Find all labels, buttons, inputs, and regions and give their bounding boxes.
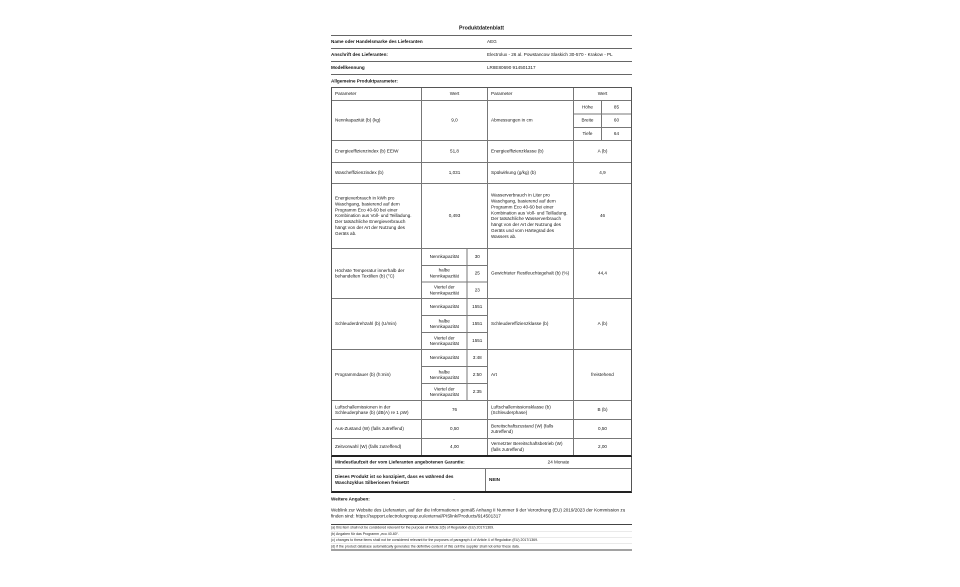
type-label: Art bbox=[488, 350, 574, 400]
general-parameters-heading: Allgemeine Produktparameter: bbox=[331, 78, 398, 84]
eei-label: Energieeffizienzindex (b) EEIW bbox=[332, 141, 422, 162]
row-energy-water-consumption bbox=[332, 184, 631, 249]
row-guarantee bbox=[332, 457, 631, 469]
spin-half-label: halbe Nennkapazität bbox=[422, 316, 468, 332]
supplier-name-label: Name oder Handelsmarke des Lieferanten bbox=[331, 38, 423, 44]
spin-quarter-label: Viertel der Nennkapazität bbox=[422, 333, 468, 349]
dimension-depth-label: Tiefe bbox=[574, 128, 602, 140]
row-additional-info bbox=[331, 493, 632, 505]
noise-value: 76 bbox=[422, 401, 488, 419]
networked-standby-label: Vernetzter Bereitschaftsbetrieb (W) (falls zutreffend) bbox=[488, 439, 574, 455]
table-header-row bbox=[332, 88, 631, 101]
networked-standby-value: 2,00 bbox=[598, 444, 607, 450]
water-consumption-label: Wasserverbrauch in Liter pro Waschgang, basierend auf dem Programm Eco 40-60 bei einer Kombination aus Voll- und Teilladung. Der tatsächliche Wasserverbrauch hängt von der Art der Nutzung des Geräts und vom Härtegrad des Wassers ab. bbox=[488, 184, 574, 248]
header-wert-2: Wert bbox=[597, 91, 608, 97]
footnote-b: (b) Angaben für das Programm „eco 40-60“. bbox=[331, 531, 632, 537]
dimension-height-value: 85 bbox=[613, 104, 620, 110]
duration-rated-label: Nennkapazität bbox=[422, 350, 468, 366]
energy-consumption-value: 0,493 bbox=[422, 184, 488, 248]
model-id-row bbox=[331, 61, 632, 75]
spin-class-label: Schleudereffizienzklasse (b) bbox=[488, 299, 574, 349]
weblink-url[interactable]: https://support.electroluxgroup.eu/external/PISlink/Products/914501317 bbox=[355, 513, 501, 519]
duration-row-half bbox=[422, 367, 487, 384]
row-delay-networked bbox=[332, 439, 631, 455]
dimension-width-label: Breite bbox=[574, 115, 602, 127]
standby-label: Bereitschaftszustand (W) (falls zutreffend) bbox=[488, 420, 574, 438]
dimension-row bbox=[574, 115, 631, 128]
product-datasheet bbox=[331, 24, 632, 550]
spin-rated-label: Nennkapazität bbox=[422, 299, 468, 315]
temperature-subtable bbox=[422, 249, 488, 298]
footnote-c: (c) changes to these items shall not be considered relevant for the purposes of paragraph 4 of Article 4 of Regulation (EU) 2017/1369. bbox=[331, 538, 632, 544]
noise-class-value: B (b) bbox=[597, 407, 608, 413]
capacity-value: 9,0 bbox=[422, 101, 488, 140]
delay-start-label: Zeitvorwahl (W) (falls zutreffend) bbox=[332, 439, 422, 455]
guarantee-table bbox=[331, 457, 632, 493]
duration-rated-value: 3:48 bbox=[472, 355, 482, 361]
wash-index-label: Wascheffizienzindex (b) bbox=[332, 163, 422, 183]
weblink-paragraph bbox=[331, 506, 632, 524]
temperature-half-label: halbe Nennkapazität bbox=[422, 266, 468, 282]
spin-class-value: A (b) bbox=[597, 321, 608, 327]
duration-quarter-label: Viertel der Nennkapazität bbox=[422, 384, 468, 400]
off-mode-label: Aus-Zustand (W) (falls zutreffend) bbox=[332, 420, 422, 438]
temperature-rated-label: Nennkapazität bbox=[422, 249, 468, 265]
spin-speed-subtable bbox=[422, 299, 488, 349]
residual-moisture-value: 44,4 bbox=[598, 270, 607, 276]
row-off-standby bbox=[332, 420, 631, 439]
spin-row-half bbox=[422, 316, 487, 333]
header-parameter-1: Parameter bbox=[332, 88, 422, 100]
duration-subtable bbox=[422, 350, 488, 400]
standby-value: 0,50 bbox=[598, 426, 607, 432]
eei-class-label: Energieeffizienzklasse (b) bbox=[488, 141, 574, 162]
spin-row-quarter bbox=[422, 333, 487, 349]
dimension-height-label: Höhe bbox=[574, 101, 602, 113]
row-programme-duration bbox=[332, 350, 631, 401]
residual-moisture-label: Gewichteter Restfeuchtegehalt (b) (%) bbox=[488, 249, 574, 298]
supplier-address-row bbox=[331, 48, 632, 61]
guarantee-label: Mindestlaufzeit der vom Lieferanten angebotenen Garantie: bbox=[335, 459, 465, 465]
spin-rated-value: 1551 bbox=[472, 304, 483, 310]
header-parameter-2: Parameter bbox=[488, 88, 574, 100]
row-silver-ions bbox=[332, 469, 631, 491]
temperature-quarter-label: Viertel der Nennkapazität bbox=[422, 283, 468, 299]
eei-class-value: A (b) bbox=[597, 148, 608, 154]
eei-value: 51,8 bbox=[422, 141, 488, 162]
dimension-width-value: 60 bbox=[613, 117, 620, 123]
type-value: freistehend bbox=[591, 372, 614, 378]
off-mode-value: 0,50 bbox=[422, 420, 488, 438]
dimensions-label: Abmessungen in cm bbox=[488, 101, 574, 140]
temperature-row-quarter bbox=[422, 283, 487, 299]
parameter-table bbox=[331, 87, 632, 457]
weblink-text: Weblink zur Website des Lieferanten, auf der die Informationen gemäß Anhang II Nummer 9 der Verordnung (EU) 2019/2023 der Kommission zu finden sind: bbox=[331, 507, 626, 519]
dimensions-subtable bbox=[574, 101, 631, 140]
row-energy-efficiency bbox=[332, 141, 631, 163]
model-id-label: Modellkennung bbox=[331, 64, 365, 70]
temperature-rated-value: 30 bbox=[474, 254, 480, 260]
supplier-address-value: Electrolux - 26 al. Powstancow Slaskich 30-570 - Krakow - PL bbox=[487, 51, 613, 57]
dimension-depth-value: 64 bbox=[613, 131, 620, 137]
header-wert-1: Wert bbox=[422, 88, 488, 100]
footnotes-block bbox=[331, 524, 632, 550]
duration-half-label: halbe Nennkapazität bbox=[422, 367, 468, 383]
additional-info-value: - bbox=[453, 496, 455, 502]
supplier-name-value: AEG bbox=[487, 38, 497, 44]
spin-speed-label: Schleuderdrehzahl (b) (U/min) bbox=[332, 299, 422, 349]
row-capacity-dimensions bbox=[332, 101, 631, 141]
capacity-label: Nennkapazität (b) (kg) bbox=[332, 101, 422, 140]
water-consumption-value: 46 bbox=[599, 213, 606, 219]
supplier-address-label: Anschrift des Lieferanten: bbox=[331, 51, 388, 57]
supplier-name-row bbox=[331, 35, 632, 48]
wash-index-value: 1,031 bbox=[422, 163, 488, 183]
noise-class-label: Luftschallemissionsklasse (b) (Schleuderphase) bbox=[488, 401, 574, 419]
additional-info-label: Weitere Angaben: bbox=[331, 496, 370, 502]
duration-row-rated bbox=[422, 350, 487, 367]
silver-ions-value: NEIN bbox=[489, 477, 500, 483]
row-wash-index bbox=[332, 163, 631, 184]
duration-quarter-value: 2:35 bbox=[472, 389, 482, 395]
spin-quarter-value: 1551 bbox=[472, 338, 483, 344]
doc-title: Produktdatenblatt bbox=[459, 25, 504, 31]
spin-row-rated bbox=[422, 299, 487, 316]
footnote-a: (a) this item shall not be considered relevant for the purpose of Article 2(6) of Regulation (EU) 2017/1369. bbox=[331, 525, 632, 531]
spin-half-value: 1551 bbox=[472, 321, 483, 327]
row-max-temperature bbox=[332, 249, 631, 299]
temperature-quarter-value: 23 bbox=[474, 287, 480, 293]
dimension-row bbox=[574, 128, 631, 140]
temperature-row-rated bbox=[422, 249, 487, 266]
guarantee-value: 24 Monate bbox=[547, 459, 570, 465]
model-id-value: LR8E80690 914501317 bbox=[487, 64, 536, 70]
silver-ions-label: Dieses Produkt ist so konzipiert, dass es während des Waschzyklus Silberionen freisetzt bbox=[332, 469, 486, 491]
footnote-d: (d) if the product database automatically generates the definitive content of this cell the supplier shall not enter these data. bbox=[331, 544, 520, 549]
rinse-value: 4,9 bbox=[599, 170, 606, 176]
duration-half-value: 2:50 bbox=[472, 372, 482, 378]
rinse-label: Spülwirkung (g/kg) (b) bbox=[488, 163, 574, 183]
dimension-row bbox=[574, 101, 631, 114]
energy-consumption-label: Energieverbrauch in kWh pro Waschgang, basierend auf dem Programm Eco 40-60 bei einer Kombination aus Voll- und Teilladung. Der tatsächliche Energieverbrauch hängt von der Art der Nutzung des Geräts ab. bbox=[332, 184, 422, 248]
noise-label: Luftschallemissionen in der Schleuderphase (b) (dB(A) re 1 pW) bbox=[332, 401, 422, 419]
delay-start-value: 4,00 bbox=[422, 439, 488, 455]
temperature-half-value: 25 bbox=[474, 270, 480, 276]
duration-label: Programmdauer (b) (h:min) bbox=[332, 350, 422, 400]
duration-row-quarter bbox=[422, 384, 487, 400]
row-spin-speed bbox=[332, 299, 631, 350]
temperature-label: Höchste Temperatur innerhalb der behandelten Textilien (b) (°C) bbox=[332, 249, 422, 298]
temperature-row-half bbox=[422, 266, 487, 283]
row-noise bbox=[332, 401, 631, 420]
